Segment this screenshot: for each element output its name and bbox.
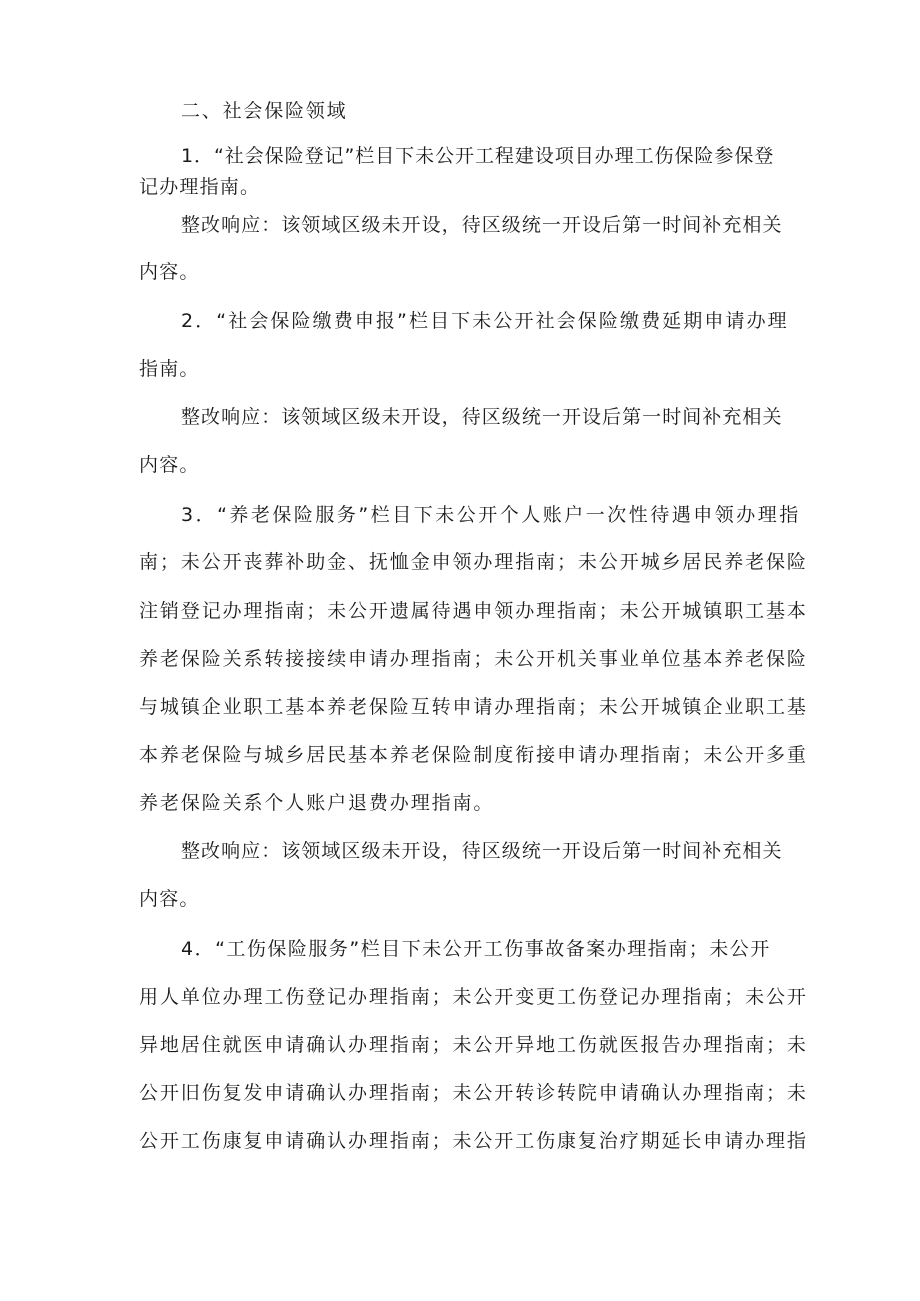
text-line: 公开工伤康复申请确认办理指南；未公开工伤康复治疗期延长申请办理指	[139, 1130, 808, 1152]
text-line: 1．“社会保险登记”栏目下未公开工程建设项目办理工伤保险参保登	[181, 145, 775, 167]
text-line: 内容。	[139, 888, 200, 910]
text-line: 记办理指南。	[139, 176, 261, 198]
text-line: 4．“工伤保险服务”栏目下未公开工伤事故备案办理指南；未公开	[181, 938, 771, 960]
text-line: 内容。	[139, 261, 200, 283]
text-line: 整改响应：该领域区级未开设，待区级统一开设后第一时间补充相关	[181, 214, 783, 236]
text-line: 注销登记办理指南；未公开遗属待遇申领办理指南；未公开城镇职工基本	[139, 600, 808, 622]
text-line: 本养老保险与城乡居民基本养老保险制度衔接申请办理指南；未公开多重	[139, 744, 808, 766]
text-line: 养老保险关系转接接续申请办理指南；未公开机关事业单位基本养老保险	[139, 648, 808, 670]
text-line: 养老保险关系个人账户退费办理指南。	[139, 792, 495, 814]
text-line: 2．“社会保险缴费申报”栏目下未公开社会保险缴费延期申请办理	[181, 310, 789, 332]
text-line: 指南。	[139, 358, 200, 380]
text-line: 与城镇企业职工基本养老保险互转申请办理指南；未公开城镇企业职工基	[139, 696, 808, 718]
section-heading: 二、社会保险领域	[181, 100, 348, 122]
text-line: 用人单位办理工伤登记办理指南；未公开变更工伤登记办理指南；未公开	[139, 986, 808, 1008]
text-line: 异地居住就医申请确认办理指南；未公开异地工伤就医报告办理指南；未	[139, 1034, 808, 1056]
text-line: 整改响应：该领域区级未开设，待区级统一开设后第一时间补充相关	[181, 840, 783, 862]
text-line: 南；未公开丧葬补助金、抚恤金申领办理指南；未公开城乡居民养老保险	[139, 551, 808, 573]
text-line: 3．“养老保险服务”栏目下未公开个人账户一次性待遇申领办理指	[181, 504, 801, 526]
text-line: 公开旧伤复发申请确认办理指南；未公开转诊转院申请确认办理指南；未	[139, 1082, 808, 1104]
text-line: 整改响应：该领域区级未开设，待区级统一开设后第一时间补充相关	[181, 406, 783, 428]
text-line: 内容。	[139, 454, 200, 476]
